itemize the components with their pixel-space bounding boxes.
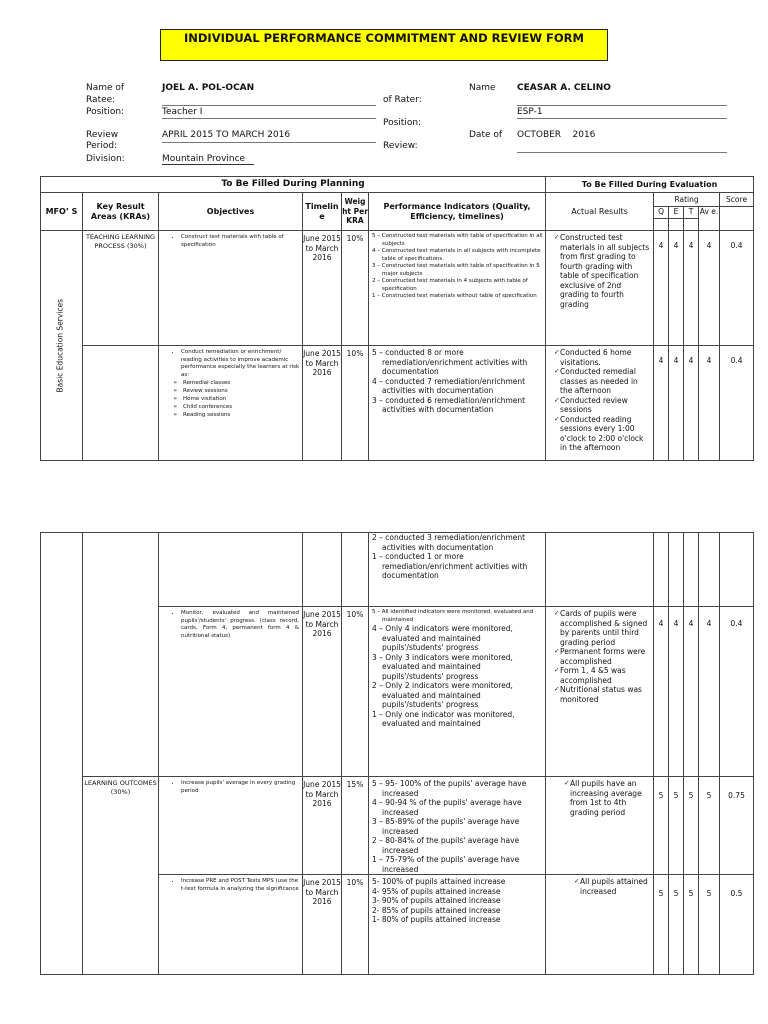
rater-position-label: Position:	[383, 118, 422, 128]
kra-teaching-learning: TEACHING LEARNING PROCESS (30%)	[83, 231, 159, 346]
date-label-1: Date of	[469, 130, 503, 140]
rating-ave: 4	[699, 231, 720, 346]
indicator-item: 1- 80% of pupils attained increase	[372, 915, 501, 924]
indicator-item: 1 – Only one indicator was monitored, evaluated and maintained	[372, 709, 515, 728]
mfo-cell	[41, 231, 83, 461]
planning-header: To Be Filled During Planning	[41, 177, 546, 193]
objective-cell	[159, 346, 303, 461]
indicators-cell	[369, 875, 546, 975]
review-period-value: APRIL 2015 TO MARCH 2016	[162, 130, 376, 143]
actual-result-item: ✓ Conducted reading sessions every 1:00 o'clock to 2:00 o'clock in the afternoon	[560, 415, 651, 453]
objective-subitem: ➢ Reading sessions	[183, 411, 302, 419]
rater-name: CEASAR A. CELINO	[517, 83, 727, 106]
objective-text: • Increase PRE and POST Tests MPS (use the t-test formula in analyzing the significance	[181, 878, 302, 893]
score: 0.75	[720, 777, 754, 875]
indicator-item: 3 – conducted 6 remediation/enrichment activities with documentation	[372, 395, 526, 414]
rating-e: 4	[669, 231, 684, 346]
weight-header: Weig ht Per KRA	[342, 193, 369, 231]
actual-results-cell	[546, 231, 654, 346]
rating-e: 5	[669, 777, 684, 875]
indicator-item: 5 – All identified indicators were monitored, evaluated and maintained	[372, 609, 534, 623]
objective-cell	[159, 231, 303, 346]
timeline-cell: June 2015 to March 2016	[303, 607, 342, 777]
actual-result-item: ✓ All pupils have an increasing average from 1st to 4th grading period	[570, 779, 651, 817]
rating-e: 4	[669, 607, 684, 777]
timeline-cell: June 2015 to March 2016	[303, 875, 342, 975]
indicator-item: 5 – Constructed test materials with table of specification in all subjects	[372, 233, 543, 247]
objective-text: • Conduct remediation or enrichment/ reading activities to improve academic performance especially the learners at risk as:	[181, 349, 302, 379]
review-label-2: Period:	[86, 141, 118, 151]
actual-result-item: ✓ Permanent forms were accomplished	[560, 647, 651, 666]
indicator-item: 3 – Only 3 indicators were monitored, evaluated and maintained pupils'/students' progress	[372, 652, 513, 681]
rating-ave: 4	[699, 607, 720, 777]
indicators-cell	[369, 231, 546, 346]
actual-result-item: ✓ Cards of pupils were accomplished & signed by parents until third grading period	[560, 609, 651, 647]
rater-position-value: ESP-1	[517, 107, 727, 119]
indicator-item: 4 – Only 4 indicators were monitored, evaluated and maintained pupils'/students' progress	[372, 624, 513, 652]
weight-cell: 10%	[342, 875, 369, 975]
rating-ave: 5	[699, 875, 720, 975]
actual-results-header: Actual Results	[546, 193, 654, 231]
indicator-item: 5 – conducted 8 or more remediation/enrichment activities with documentation	[372, 348, 528, 376]
actual-result-item: ✓ Constructed test materials in all subjects from first grading to fourth grading with table of specification exclusive of 2nd grading to fourth grading	[560, 233, 651, 309]
actual-result-item: ✓ Form 1, 4 &5 was accomplished	[560, 666, 651, 685]
timeline-header: Timelin e	[303, 193, 342, 231]
indicator-item: 4 – conducted 7 remediation/enrichment activities with documentation	[372, 376, 526, 395]
performance-table-page-2	[40, 532, 754, 975]
objective-cell	[159, 875, 303, 975]
rating-t: 5	[684, 875, 699, 975]
actual-results-cell	[546, 346, 654, 461]
ratee-label-2: Ratee:	[86, 95, 116, 105]
timeline-cell: June 2015 to March 2016	[303, 777, 342, 875]
division-value: Mountain Province	[162, 154, 254, 165]
ave-header: Av e.	[699, 207, 720, 231]
indicators-cell	[369, 777, 546, 875]
date-label-2: Review:	[383, 141, 418, 151]
actual-result-item: ✓ Conducted 6 home visitations.	[560, 348, 651, 367]
e-header: E	[669, 207, 684, 219]
indicator-item: 5 – 95- 100% of the pupils' average have increased	[372, 779, 527, 798]
actual-result-item: ✓ Conducted review sessions	[560, 396, 651, 415]
indicator-item: 3 – Constructed test materials with table of specification in 5 major subjects	[372, 263, 540, 277]
objective-subitem: ➢ Review sessions	[183, 387, 302, 395]
weight-cell: 15%	[342, 777, 369, 875]
indicators-header: Performance Indicators (Quality, Efficiency, timelines)	[369, 193, 546, 231]
indicator-item: 2 – conducted 3 remediation/enrichment activities with documentation	[372, 533, 526, 552]
rating-q: 5	[654, 777, 669, 875]
rater-label-1: Name	[469, 83, 496, 93]
actual-results-cell	[546, 607, 654, 777]
ratee-name: JOEL A. POL-OCAN	[162, 83, 376, 106]
weight-cell: 10%	[342, 607, 369, 777]
score: 0.4	[720, 231, 754, 346]
indicator-item: 3 – 85-89% of the pupils' average have increased	[372, 817, 520, 836]
mfo-header: MFO’ S	[41, 193, 83, 231]
objective-cell	[159, 777, 303, 875]
rating-e: 4	[669, 346, 684, 461]
rating-q: 4	[654, 231, 669, 346]
score-header: Score	[720, 193, 754, 207]
score: 0.4	[720, 607, 754, 777]
rater-label-2: of Rater:	[383, 95, 422, 105]
position-label: Position:	[86, 107, 125, 117]
mfo-label: Basic Education Services	[55, 298, 65, 393]
indicator-item: 5- 100% of pupils attained increase	[372, 877, 506, 886]
objective-text: • Increase pupils' average in every grading period	[181, 780, 302, 795]
indicator-item: 2 – Only 2 indicators were monitored, evaluated and maintained pupils'/students' progress	[372, 681, 513, 709]
rating-t: 5	[684, 777, 699, 875]
kra-header: Key Result Areas (KRAs)	[83, 193, 159, 231]
performance-table-page-1	[40, 176, 754, 461]
objective-subitem: ➢ Home visitation	[183, 395, 302, 403]
indicator-item: 4 – Constructed test materials in all subjects with incomplete table of specifications.	[372, 248, 541, 262]
timeline-cell: June 2015 to March 2016	[303, 346, 342, 461]
ratee-label-1: Name of	[86, 83, 125, 93]
objective-text: • Construct test materials with table of specification	[181, 234, 302, 249]
rating-e: 5	[669, 875, 684, 975]
kra-learning-outcomes: LEARNING OUTCOMES (30%)	[83, 777, 159, 975]
actual-result-item: ✓ Conducted remedial classes as needed in the afternoon	[560, 367, 651, 396]
form-title: INDIVIDUAL PERFORMANCE COMMITMENT AND REVIEW FORM	[160, 29, 608, 61]
indicator-item: 2- 85% of pupils attained increase	[372, 905, 501, 915]
indicator-item: 3- 90% of pupils attained increase	[372, 896, 501, 905]
objectives-header: Objectives	[159, 193, 303, 231]
actual-results-cell	[546, 875, 654, 975]
position-value: Teacher I	[162, 107, 376, 119]
actual-results-cell	[546, 777, 654, 875]
indicator-item: 1 – Constructed test materials without table of specification	[372, 293, 537, 299]
objective-text: • Monitor, evaluated and maintained pupils'/students' progress. (class record, cards, Form 4, permanent form 4 & nutritional status)	[181, 610, 299, 640]
rating-header: Rating	[654, 193, 720, 207]
division-label: Division:	[86, 154, 125, 164]
objective-subitem: ➢ Child conferences	[183, 403, 302, 411]
score: 0.4	[720, 346, 754, 461]
weight-cell: 10%	[342, 231, 369, 346]
objective-subitem: ➢ Remedial classes	[183, 379, 302, 387]
rating-ave: 5	[699, 777, 720, 875]
timeline-cell: June 2015 to March 2016	[303, 231, 342, 346]
t-header: T	[684, 207, 699, 219]
rating-t: 4	[684, 231, 699, 346]
rating-ave: 4	[699, 346, 720, 461]
score: 0.5	[720, 875, 754, 975]
objective-cell	[159, 607, 303, 777]
q-header: Q	[654, 207, 669, 219]
indicator-item: 4 – 90-94 % of the pupils' average have increased	[372, 798, 522, 817]
rating-t: 4	[684, 346, 699, 461]
indicators-cell	[369, 346, 546, 461]
indicator-item: 1 – conducted 1 or more remediation/enrichment activities with documentation	[372, 552, 528, 580]
indicator-item: 4- 95% of pupils attained increase	[372, 886, 501, 896]
indicators-continued-cell	[369, 533, 546, 607]
rating-q: 4	[654, 346, 669, 461]
rating-q: 5	[654, 875, 669, 975]
indicator-item: 1 – 75-79% of the pupils' average have increased	[372, 855, 520, 874]
indicators-cell	[369, 607, 546, 777]
actual-result-item: ✓ Nutritional status was monitored	[560, 685, 651, 704]
indicator-item: 2 – Constructed test materials in 4 subjects with table of specification	[372, 278, 528, 292]
rating-t: 4	[684, 607, 699, 777]
date-of-review-value: OCTOBER 2016	[517, 130, 727, 153]
actual-result-item: ✓ All pupils attained increased	[580, 877, 651, 896]
weight-cell: 10%	[342, 346, 369, 461]
evaluation-header: To Be Filled During Evaluation	[546, 177, 754, 193]
rating-q: 4	[654, 607, 669, 777]
indicator-item: 2 – 80-84% of the pupils' average have increased	[372, 836, 520, 855]
review-label-1: Review	[86, 130, 119, 140]
